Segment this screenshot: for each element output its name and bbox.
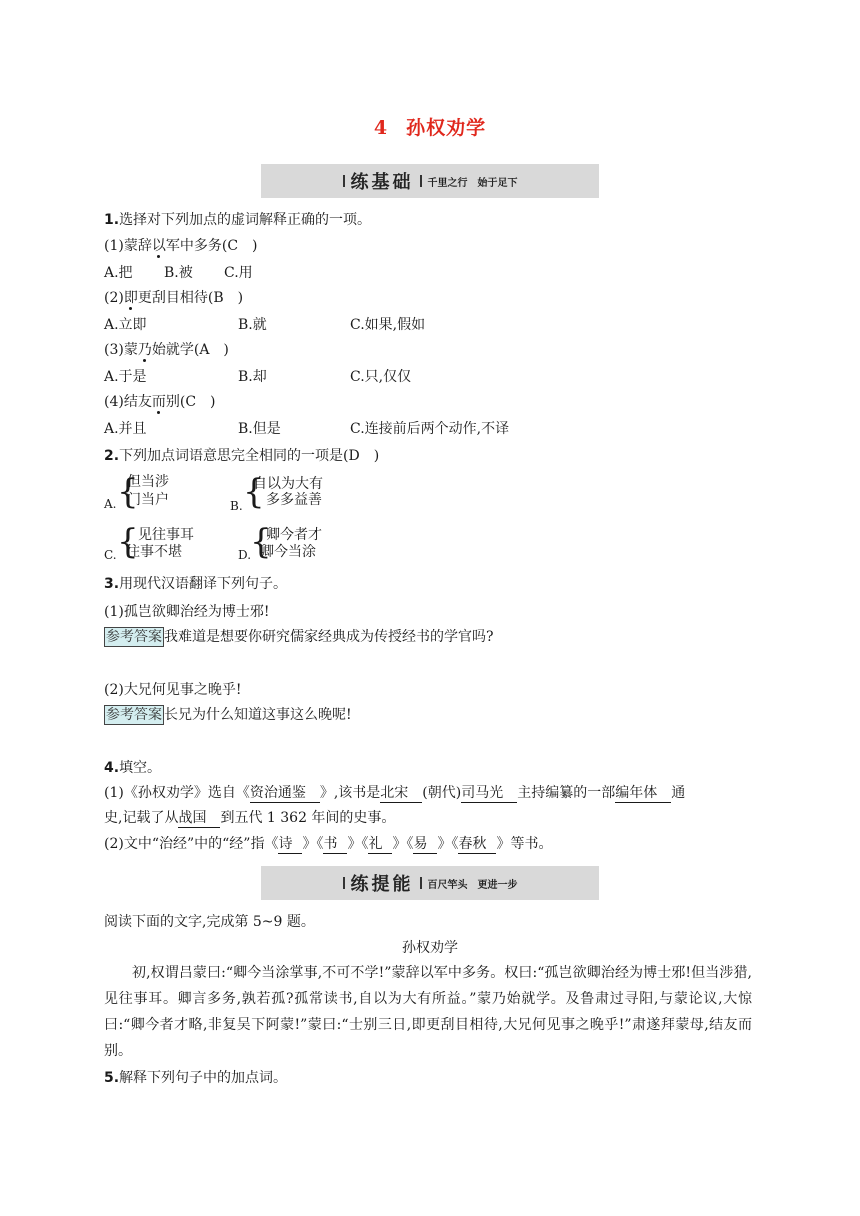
- fill-blank: 易: [413, 836, 437, 854]
- brace-icon: {: [117, 472, 139, 512]
- option-label: C.: [104, 548, 117, 562]
- answer-value: A: [199, 342, 210, 358]
- page-title: 4 孙权劝学: [373, 117, 487, 139]
- answer-text: 我难道是想要你研究儒家经典成为传授经书的学官吗?: [164, 629, 494, 645]
- option: B.被: [164, 265, 193, 281]
- option-label: B.: [230, 499, 243, 513]
- answer-row: [104, 627, 494, 647]
- question-1-item-1: (1)蒙辞以军中多务(C ): [104, 238, 258, 254]
- option-line: 门当户: [127, 492, 169, 508]
- question-1-item-4: (4)结友而别(C ): [104, 394, 216, 410]
- banner-title: 练基础: [350, 172, 414, 193]
- brace-icon: {: [250, 522, 272, 562]
- section-banner-basic: [261, 164, 599, 198]
- question-4-stem: 4.填空。: [104, 760, 162, 776]
- question-1-stem: 1.选择对下列加点的虚词解释正确的一项。: [104, 212, 372, 228]
- option: C.连接前后两个动作,不译: [350, 421, 510, 437]
- brace-icon: {: [243, 472, 265, 512]
- answer-value: D: [348, 448, 360, 464]
- option: A.并且: [104, 421, 147, 437]
- fill-blank: 编年体: [615, 785, 671, 803]
- option-label: D.: [238, 548, 252, 562]
- passage-title: 孙权劝学: [402, 940, 458, 956]
- option-label: A.: [104, 497, 117, 511]
- option: A.于是: [104, 369, 147, 385]
- option: A.把: [104, 265, 133, 281]
- section-banner-advanced: [261, 866, 599, 900]
- question-1-item-2: (2)即更刮目相待(B ): [104, 290, 244, 306]
- option: C.如果,假如: [350, 317, 426, 333]
- option: B.却: [238, 369, 267, 385]
- option: B.但是: [238, 421, 281, 437]
- fill-blank: 礼: [368, 836, 392, 854]
- fill-blank: 书: [323, 836, 347, 854]
- option-line: 卿今当涂: [260, 544, 316, 560]
- fill-line-2: 史,记载了从战国 到五代 1 362 年间的史事。: [104, 810, 396, 826]
- option-line: 见往事耳: [138, 527, 194, 543]
- answer-label: 参考答案: [106, 707, 162, 723]
- fill-blank: 资治通鉴: [250, 785, 320, 803]
- option-line: 但当涉: [127, 474, 169, 490]
- fill-line-3: (2)文中“治经”中的“经”指《诗 》《书 》《礼 》《易 》《春秋 》等书。: [104, 836, 553, 852]
- banner-divider: [343, 877, 345, 889]
- option: C.用: [224, 265, 253, 281]
- fill-blank: 诗: [278, 836, 302, 854]
- banner-divider: [420, 877, 422, 889]
- answer-label: 参考答案: [106, 629, 162, 645]
- question-3-item-1: (1)孤岂欲卿治经为博士邪!: [104, 604, 270, 620]
- answer-row: [104, 705, 352, 725]
- question-5-stem: 5.解释下列句子中的加点词。: [104, 1070, 288, 1086]
- question-3-item-2: (2)大兄何见事之晚乎!: [104, 682, 242, 698]
- fill-blank: 北宋: [380, 785, 422, 803]
- answer-text: 长兄为什么知道这事这么晚呢!: [164, 707, 352, 723]
- brace-icon: {: [117, 522, 139, 562]
- banner-divider: [343, 175, 345, 187]
- banner-title: 练提能: [350, 874, 414, 895]
- option-line: 自以为大有: [253, 476, 323, 492]
- option: B.就: [238, 317, 267, 333]
- question-1-item-3: (3)蒙乃始就学(A ): [104, 342, 229, 358]
- fill-blank: 司马光: [461, 785, 517, 803]
- option: A.立即: [104, 317, 147, 333]
- answer-value: C: [227, 238, 239, 254]
- option: C.只,仅仅: [350, 369, 412, 385]
- banner-subtitle: 千里之行 始于足下: [427, 177, 518, 189]
- fill-blank: 战国: [178, 810, 220, 828]
- answer-value: C: [185, 394, 197, 410]
- fill-line-1: (1)《孙权劝学》选自《资治通鉴 》,该书是北宋 (朝代)司马光 主持编纂的一部编年体 通: [104, 785, 686, 801]
- answer-value: B: [213, 290, 224, 306]
- passage-text: 初,权谓吕蒙曰:“卿今当涂掌事,不可不学!”蒙辞以军中多务。权曰:“孤岂欲卿治经为博士邪!但当涉猎,见往事耳。卿言多务,孰若孤?孤常读书,自以为大有所益。”蒙乃始就学。及鲁肃过寻阳,与蒙论议,大惊曰:“卿今者才略,非复吴下阿蒙!”蒙曰:“士别三日,即更刮目相待,大兄何见事之晚乎!”肃遂拜蒙母,结友而别。: [104, 965, 752, 1059]
- reading-intro: 阅读下面的文字,完成第 5~9 题。: [104, 914, 315, 930]
- banner-divider: [420, 175, 422, 187]
- option-line: 多多益善: [266, 492, 322, 508]
- question-3-stem: 3.用现代汉语翻译下列句子。: [104, 576, 288, 592]
- banner-subtitle: 百尺竿头 更进一步: [427, 879, 518, 891]
- question-2-stem: 2.下列加点词语意思完全相同的一项是(D ): [104, 448, 380, 464]
- fill-blank: 春秋: [458, 836, 496, 854]
- option-line: 卿今者才: [266, 527, 322, 543]
- option-line: 往事不堪: [126, 544, 182, 560]
